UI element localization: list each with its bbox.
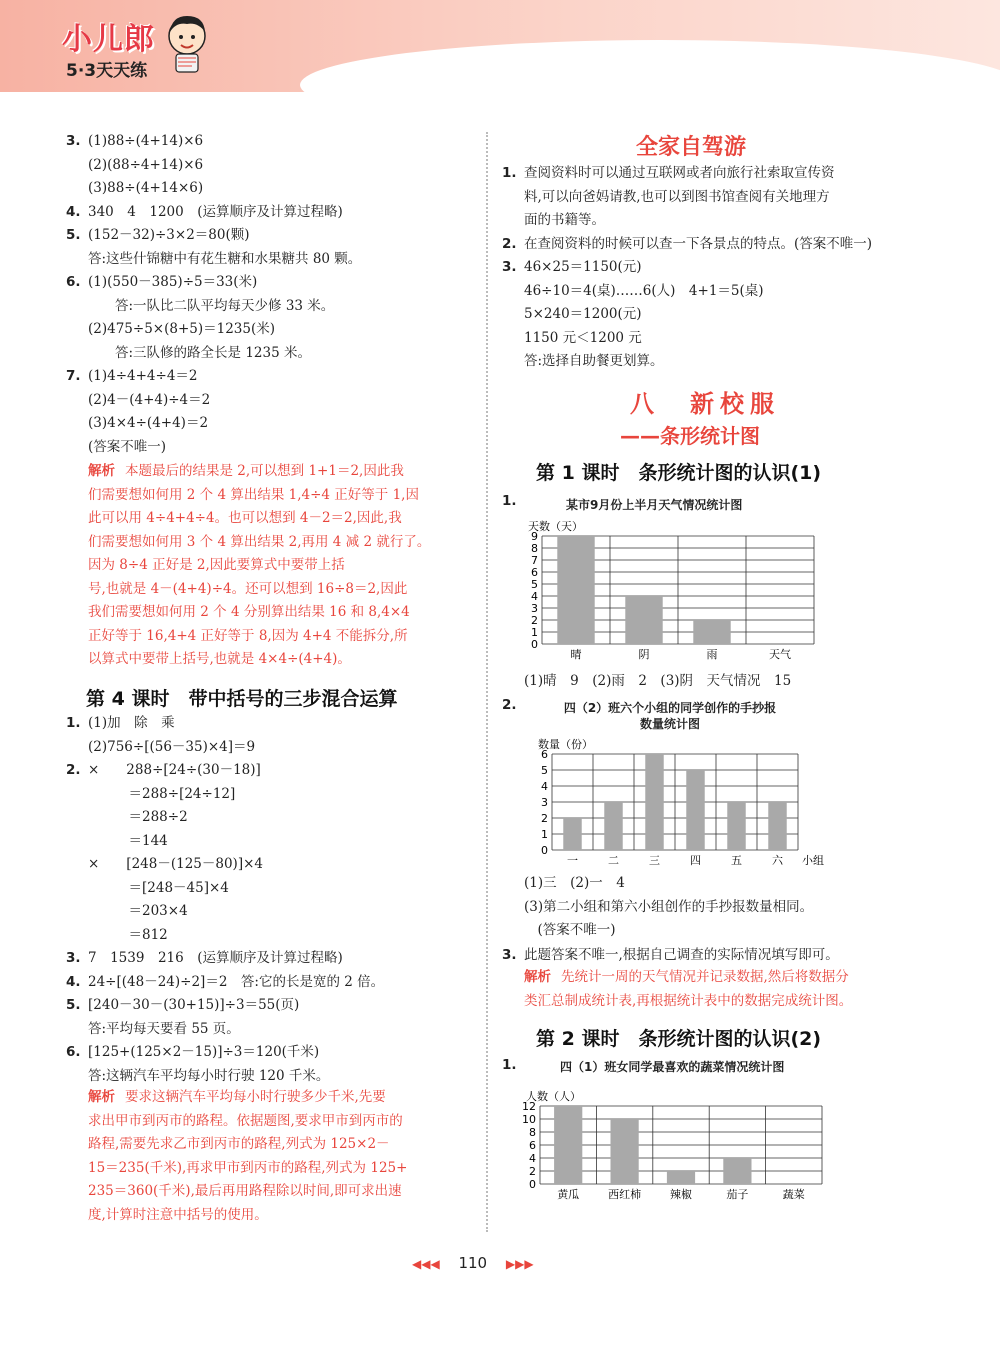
mascot-icon [162, 10, 212, 76]
answer-line [66, 271, 486, 295]
answer-line [66, 201, 486, 225]
answer-text: (3)4×4÷(4+4)＝2 [88, 415, 209, 431]
answer-line: (1)三 (2)一 4 [524, 875, 625, 891]
answer-line [66, 318, 486, 342]
x-tick-label: 茄子 [726, 1188, 749, 1201]
y-tick-label: 9 [531, 530, 538, 543]
answer-line [66, 924, 486, 948]
x-axis-label: 小组 [802, 854, 824, 867]
question-number: 4. [66, 973, 81, 990]
x-tick-label: 四 [690, 854, 701, 867]
analysis-tag: 解析 [524, 969, 551, 985]
left-block-2 [66, 712, 486, 1088]
answer-text: (2)(88÷4+14)×6 [88, 156, 204, 173]
lesson-2-title: 第 2 课时 条形统计图的认识(2) [536, 1028, 822, 1050]
answer-line [66, 154, 486, 178]
question-number: 5. [66, 997, 81, 1013]
lesson-4-title: 第 4 课时 带中括号的三步混合运算 [86, 688, 398, 710]
answer-line [66, 224, 486, 248]
y-tick-label: 2 [531, 614, 538, 627]
analysis-tag: 解析 [88, 1089, 115, 1105]
y-tick-label: 10 [522, 1113, 536, 1126]
bar [563, 818, 581, 850]
answer-line [66, 712, 486, 736]
answer-text: (2)475÷5×(8+5)＝1235(米) [88, 321, 276, 337]
question-number: 7. [66, 368, 81, 384]
answer-text: (2)756÷[(56－35)×4]＝9 [88, 738, 256, 755]
x-tick-label: 天气 [769, 648, 791, 661]
chart-2-title: 四（2）班六个小组的同学创作的手抄报数量统计图 [563, 701, 777, 731]
answer-line [66, 365, 486, 389]
answer-line [502, 303, 922, 327]
chart-1-title: 某市9月份上半月天气情况统计图 [566, 498, 743, 512]
bar [625, 596, 662, 644]
y-tick-label: 3 [541, 796, 548, 809]
y-tick-label: 7 [531, 554, 538, 567]
answer-line: (答案不唯一) [524, 922, 616, 938]
page-number: 110 [458, 1254, 488, 1272]
answer-text: 答:这些什锦糖中有花生糖和水果糖共 80 颗。 [88, 250, 362, 267]
bar [604, 802, 622, 850]
answer-line [66, 830, 486, 854]
chart-1 [520, 510, 860, 670]
answer-text: × [248－(125－80)]×4 [88, 856, 263, 872]
y-tick-label: 8 [531, 542, 538, 555]
answer-line [66, 947, 486, 971]
left-block-1 [66, 130, 486, 459]
answer-text: 答:三队修的路全长是 1235 米。 [88, 344, 311, 361]
section-title: 全家自驾游 [636, 135, 747, 160]
bar [727, 802, 745, 850]
y-tick-label: 1 [531, 626, 538, 639]
unit-title: 八 新校服 [630, 390, 780, 418]
answer-text: 答:平均每天要看 55 页。 [88, 1020, 240, 1037]
question-number: 3. [66, 133, 81, 149]
answer-text: ＝203×4 [88, 903, 188, 919]
answer-text: 46×25＝1150(元) [524, 259, 642, 275]
answer-text: (1)88÷(4+14)×6 [88, 133, 204, 149]
answer-line [66, 389, 486, 413]
answer-text: 7 1539 216 (运算顺序及计算过程略) [88, 950, 343, 966]
chart-3 [510, 1074, 860, 1204]
answer-text: 340 4 1200 (运算顺序及计算过程略) [88, 203, 343, 220]
analysis-line: 正好等于 16,4+4 正好等于 8,因为 4+4 不能拆分,所 [88, 627, 408, 644]
answer-line [66, 877, 486, 901]
answer-text: [240－30－(30+15)]÷3＝55(页) [88, 997, 300, 1013]
answer-line [66, 853, 486, 877]
answer-text: 5×240＝1200(元) [524, 306, 642, 322]
answer-line [502, 186, 922, 210]
question-number: 1. [502, 493, 517, 509]
y-axis-label: 天数（天） [528, 520, 583, 533]
answer-text: 面的书籍等。 [524, 212, 605, 228]
answer-line [66, 436, 486, 460]
question-number: 1. [502, 165, 517, 181]
answer-text: 查阅资料时可以通过互联网或者向旅行社索取宣传资 [524, 165, 835, 181]
y-tick-label: 0 [531, 638, 538, 651]
x-tick-label: 辣椒 [670, 1188, 692, 1201]
question-number: 3. [66, 950, 81, 966]
analysis-line: 本题最后的结果是 2,可以想到 1+1＝2,因此我 [125, 463, 404, 479]
analysis-line: 路程,需要先求乙市到丙市的路程,列式为 125×2－ [88, 1136, 390, 1152]
answer-text: 46÷10＝4(桌)……6(人) 4+1＝5(桌) [524, 282, 764, 299]
lesson-1-title: 第 1 课时 条形统计图的认识(1) [536, 462, 822, 484]
answer-line [66, 248, 486, 272]
answer-line [66, 1041, 486, 1065]
analysis-line: 15＝235(千米),再求甲市到丙市的路程,列式为 125+ [88, 1159, 408, 1176]
x-tick-label: 三 [649, 854, 660, 867]
y-tick-label: 4 [531, 590, 538, 603]
prev-arrows-icon: ◀◀◀ [412, 1257, 440, 1271]
answer-text: 1150 元＜1200 元 [524, 329, 642, 346]
analysis-2 [88, 1086, 407, 1227]
analysis-line: 先统计一周的天气情况并记录数据,然后将数据分 [561, 969, 849, 985]
answer-text: (1)加 除 乘 [88, 715, 175, 731]
answer-text: ＝812 [88, 926, 168, 943]
question-number: 6. [66, 1044, 81, 1060]
analysis-line: 235＝360(千米),最后再用路程除以时间,即可求出速 [88, 1183, 402, 1199]
x-tick-label: 二 [608, 854, 619, 867]
question-number: 1. [502, 1057, 517, 1073]
question-number: 2. [502, 697, 517, 713]
chart-2 [510, 730, 840, 870]
answer-line: (3)第二小组和第六小组创作的手抄报数量相同。 [524, 898, 814, 915]
question-number: 1. [66, 715, 81, 731]
y-tick-label: 8 [529, 1126, 536, 1139]
analysis-1 [88, 460, 430, 672]
answer-text: [125+(125×2－15)]÷3＝120(千米) [88, 1044, 320, 1060]
answer-text: (3)88÷(4+14×6) [88, 180, 204, 196]
y-tick-label: 12 [522, 1100, 536, 1113]
y-tick-label: 0 [529, 1178, 536, 1191]
y-tick-label: 6 [531, 566, 538, 579]
bar [723, 1158, 751, 1184]
x-tick-label: 蔬菜 [782, 1188, 805, 1201]
answer-text: 料,可以向爸妈请教,也可以到图书馆查阅有关地理方 [524, 188, 830, 205]
bar [611, 1119, 639, 1184]
q3: 3. 此题答案不唯一,根据自己调查的实际情况填写即可。 [502, 947, 839, 963]
answer-text: (1)4÷4+4÷4＝2 [88, 368, 198, 384]
answer-text: ＝288÷[24÷12] [88, 785, 236, 802]
bar [667, 1171, 695, 1184]
answer-line [66, 342, 486, 366]
answer-text: (答案不唯一) [88, 438, 167, 455]
analysis-line: 们需要想如何用 3 个 4 算出结果 2,再用 4 减 2 就行了。 [88, 533, 431, 550]
answer-text: ＝144 [88, 832, 168, 849]
analysis-3 [524, 966, 852, 1013]
question-number: 5. [66, 227, 81, 243]
y-tick-label: 1 [541, 828, 548, 841]
answer-line [66, 1065, 486, 1089]
answer-line [502, 350, 922, 374]
y-tick-label: 2 [529, 1165, 536, 1178]
answer-line [66, 971, 486, 995]
unit-subtitle: ——条形统计图 [620, 424, 760, 448]
answer-text: (2)4－(4+4)÷4＝2 [88, 391, 211, 408]
analysis-line: 类汇总制成统计表,再根据统计表中的数据完成统计图。 [524, 992, 853, 1009]
analysis-line: 们需要想如何用 2 个 4 算出结果 1,4÷4 正好等于 1,因 [88, 486, 419, 503]
x-tick-label: 西红柿 [608, 1188, 642, 1201]
y-tick-label: 4 [541, 780, 548, 793]
answer-line [66, 295, 486, 319]
chart-3-title: 四（1）班女同学最喜欢的蔬菜情况统计图 [560, 1060, 785, 1074]
right-block-1 [502, 162, 922, 374]
q1-answer: (1)晴 9 (2)雨 2 (3)阴 天气情况 15 [524, 673, 792, 689]
answer-text: (1)(550－385)÷5＝33(米) [88, 274, 258, 290]
analysis-line: 我们需要想如何用 2 个 4 分别算出结果 16 和 8,4×4 [88, 604, 410, 620]
answer-text: 答:一队比二队平均每天少修 33 米。 [88, 297, 335, 314]
y-tick-label: 0 [541, 844, 548, 857]
answer-line [502, 209, 922, 233]
header-curve [300, 40, 1000, 130]
answer-text: × 288÷[24÷(30－18)] [88, 762, 261, 778]
y-tick-label: 2 [541, 812, 548, 825]
answer-line [66, 783, 486, 807]
answer-line [502, 233, 922, 257]
series-label: 5·3天天练 [66, 61, 148, 81]
analysis-line: 以算式中要带上括号,也就是 4×4÷(4+4)。 [88, 651, 351, 667]
bar [693, 620, 730, 644]
bar [554, 1106, 582, 1184]
analysis-line: 度,计算时注意中括号的使用。 [88, 1206, 268, 1223]
y-tick-label: 3 [531, 602, 538, 615]
y-tick-label: 5 [531, 578, 538, 591]
answer-text: ＝288÷2 [88, 809, 188, 825]
answer-line [66, 900, 486, 924]
answer-line [66, 994, 486, 1018]
page-footer [412, 1254, 534, 1272]
y-tick-label: 5 [541, 764, 548, 777]
answer-line [502, 280, 922, 304]
answer-text: 24÷[(48－24)÷2]＝2 答:它的长是宽的 2 倍。 [88, 973, 385, 990]
question-number: 4. [66, 203, 81, 220]
answer-line [66, 130, 486, 154]
q2-answers [524, 872, 813, 943]
y-axis-label: 人数（人） [526, 1090, 581, 1103]
answer-line [66, 806, 486, 830]
answer-text: 答:选择自助餐更划算。 [524, 353, 664, 369]
answer-line [502, 327, 922, 351]
question-number: 3. [502, 259, 517, 275]
y-axis-label: 数量（份） [538, 738, 593, 751]
column-divider [486, 132, 488, 1232]
x-tick-label: 黄瓜 [557, 1188, 580, 1201]
analysis-line: 号,也就是 4－(4+4)÷4。还可以想到 16÷8＝2,因此 [88, 580, 408, 597]
y-tick-label: 6 [541, 748, 548, 761]
bar [645, 754, 663, 850]
x-tick-label: 五 [731, 854, 742, 867]
bar [686, 770, 704, 850]
answer-text: ＝[248－45]×4 [88, 879, 229, 896]
answer-text: 答:这辆汽车平均每小时行驶 120 千米。 [88, 1067, 330, 1084]
analysis-line: 求出甲市到丙市的路程。依据题图,要求甲市到丙市的 [88, 1112, 403, 1129]
question-number: 2. [66, 762, 81, 778]
y-tick-label: 4 [529, 1152, 536, 1165]
analysis-tag: 解析 [88, 463, 115, 479]
y-tick-label: 6 [529, 1139, 536, 1152]
answer-line [502, 256, 922, 280]
x-tick-label: 雨 [706, 648, 718, 661]
answer-line [66, 412, 486, 436]
analysis-line: 此可以用 4÷4+4÷4。也可以想到 4－2＝2,因此,我 [88, 510, 402, 526]
brand-logo: 小儿郎 [62, 22, 155, 57]
answer-line [66, 759, 486, 783]
x-tick-label: 阴 [638, 648, 650, 661]
x-tick-label: 一 [567, 854, 578, 867]
answer-line [66, 736, 486, 760]
answer-text: 在查阅资料的时候可以查一下各景点的特点。(答案不唯一) [524, 235, 873, 252]
analysis-line: 要求这辆汽车平均每小时行驶多少千米,先要 [125, 1089, 386, 1105]
bar [557, 536, 594, 644]
analysis-line: 因为 8÷4 正好是 2,因此要算式中要带上括 [88, 557, 345, 573]
question-number: 2. [502, 235, 517, 252]
answer-text: (152－32)÷3×2＝80(颗) [88, 227, 250, 243]
next-arrows-icon: ▶▶▶ [505, 1257, 534, 1271]
answer-line [66, 177, 486, 201]
answer-line [502, 162, 922, 186]
x-tick-label: 晴 [570, 648, 582, 661]
answer-line [66, 1018, 486, 1042]
question-number: 6. [66, 274, 81, 290]
x-tick-label: 六 [772, 854, 783, 867]
bar [768, 802, 786, 850]
